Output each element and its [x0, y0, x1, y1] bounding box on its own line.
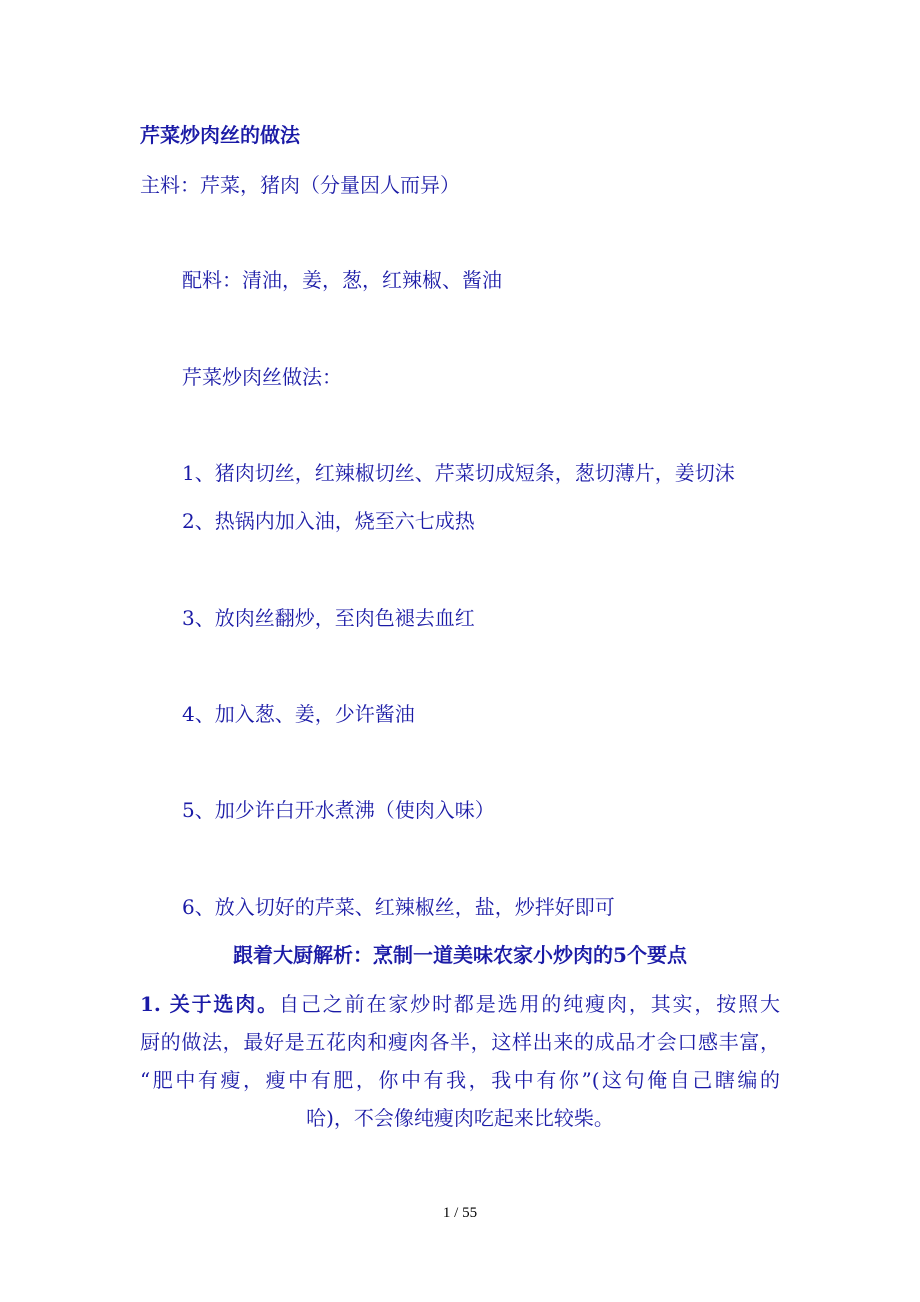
sub-ingredients: 配料：清油，姜，葱，红辣椒、酱油	[182, 268, 502, 292]
step-3: 3、放肉丝翻炒，至肉色褪去血红	[182, 606, 475, 630]
step-2: 2、热锅内加入油，烧至六七成热	[182, 509, 475, 533]
method-heading: 芹菜炒肉丝做法：	[182, 365, 342, 389]
point-1-label: 1. 关于选肉。	[140, 992, 280, 1016]
point-1-line-4: 哈)，不会像纯瘦肉吃起来比较柴。	[306, 1106, 614, 1130]
point-1-line-1-text: 自己之前在家炒时都是选用的纯瘦肉，其实，按照大	[279, 992, 781, 1016]
step-1: 1、猪肉切丝，红辣椒切丝、芹菜切成短条，葱切薄片，姜切沫	[182, 461, 735, 485]
recipe-title: 芹菜炒肉丝的做法	[140, 123, 300, 147]
step-6: 6、放入切好的芹菜、红辣椒丝，盐，炒拌好即可	[182, 895, 615, 919]
point-1-line-1	[140, 985, 780, 1023]
page-indicator: 1 / 55	[442, 1205, 478, 1221]
section-heading: 跟着大厨解析：烹制一道美味农家小炒肉的5个要点	[233, 943, 687, 967]
point-1-line-3: “肥中有瘦，瘦中有肥，你中有我，我中有你”(这句俺自己瞎编的	[140, 1068, 780, 1092]
main-ingredients: 主料：芹菜，猪肉（分量因人而异）	[140, 173, 460, 197]
point-1-line-2: 厨的做法，最好是五花肉和瘦肉各半，这样出来的成品才会口感丰富，	[140, 1030, 780, 1054]
step-4: 4、加入葱、姜，少许酱油	[182, 702, 415, 726]
point-1-paragraph	[140, 985, 780, 1137]
step-5: 5、加少许白开水煮沸（使肉入味）	[182, 798, 495, 822]
